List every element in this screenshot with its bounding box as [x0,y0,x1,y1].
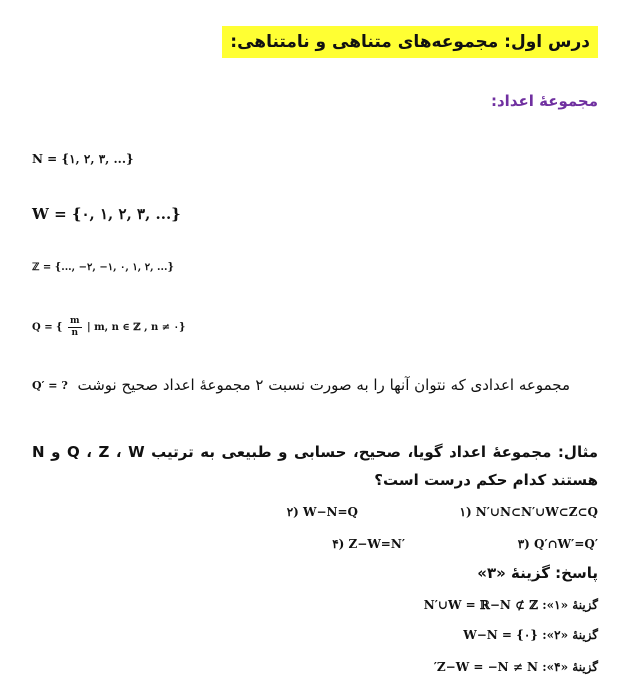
whole-numbers-set: W = {۰, ۱, ۲, ۳, ...} [32,205,181,223]
irrational-text: مجموعه اعدادی که نتوان آنها را به صورت نسبت ۲ مجموعهٔ اعداد صحیح نوشت [77,376,570,394]
solution-line-2: گزینهٔ «۲»: W−N = {۰} [463,628,598,642]
rational-numerator: m [69,316,80,326]
option-1: ۱) N′∪N⊂N′∪W⊂Z⊂Q [459,505,598,519]
example-question: مثال: مجموعهٔ اعداد گویا، صحیح، حسابی و طبیعی به ترتیب Q ، Z ، W و N هستند کدام حکم درست است؟ [32,443,598,489]
lesson-title: درس اول: مجموعه‌های متناهی و نامتناهی: [222,26,598,58]
rational-fraction [68,316,82,339]
option-3: ۳) Q′∩W′=Q′ [517,537,598,551]
solution-line-3: گزینهٔ «۴»: Z−W = −N ≠ N′ [433,660,598,674]
answer-title: پاسخ: گزینهٔ «۳» [477,564,598,582]
irrational-symbol: Q′ = ? [32,379,68,392]
option-4: ۴) Z−W=N′ [332,537,405,551]
rational-numbers-set [32,316,185,339]
section-heading: مجموعهٔ اعداد: [490,92,598,110]
rational-suffix: | m, n ∈ ℤ , n ≠ ۰} [86,322,186,333]
irrational-definition [32,376,570,394]
rational-prefix: Q = { [32,322,63,333]
integers-set: ℤ = {..., −۲, −۱, ۰, ۱, ۲, ...} [32,262,174,273]
option-2: ۲) W−N=Q [286,505,358,519]
solution-line-1: گزینهٔ «۱»: N′∪W = ℝ−N ⊄ ℤ [423,598,598,612]
rational-denominator: n [71,328,78,338]
natural-numbers-set: N = {۱, ۲, ۳, ...} [32,152,134,166]
